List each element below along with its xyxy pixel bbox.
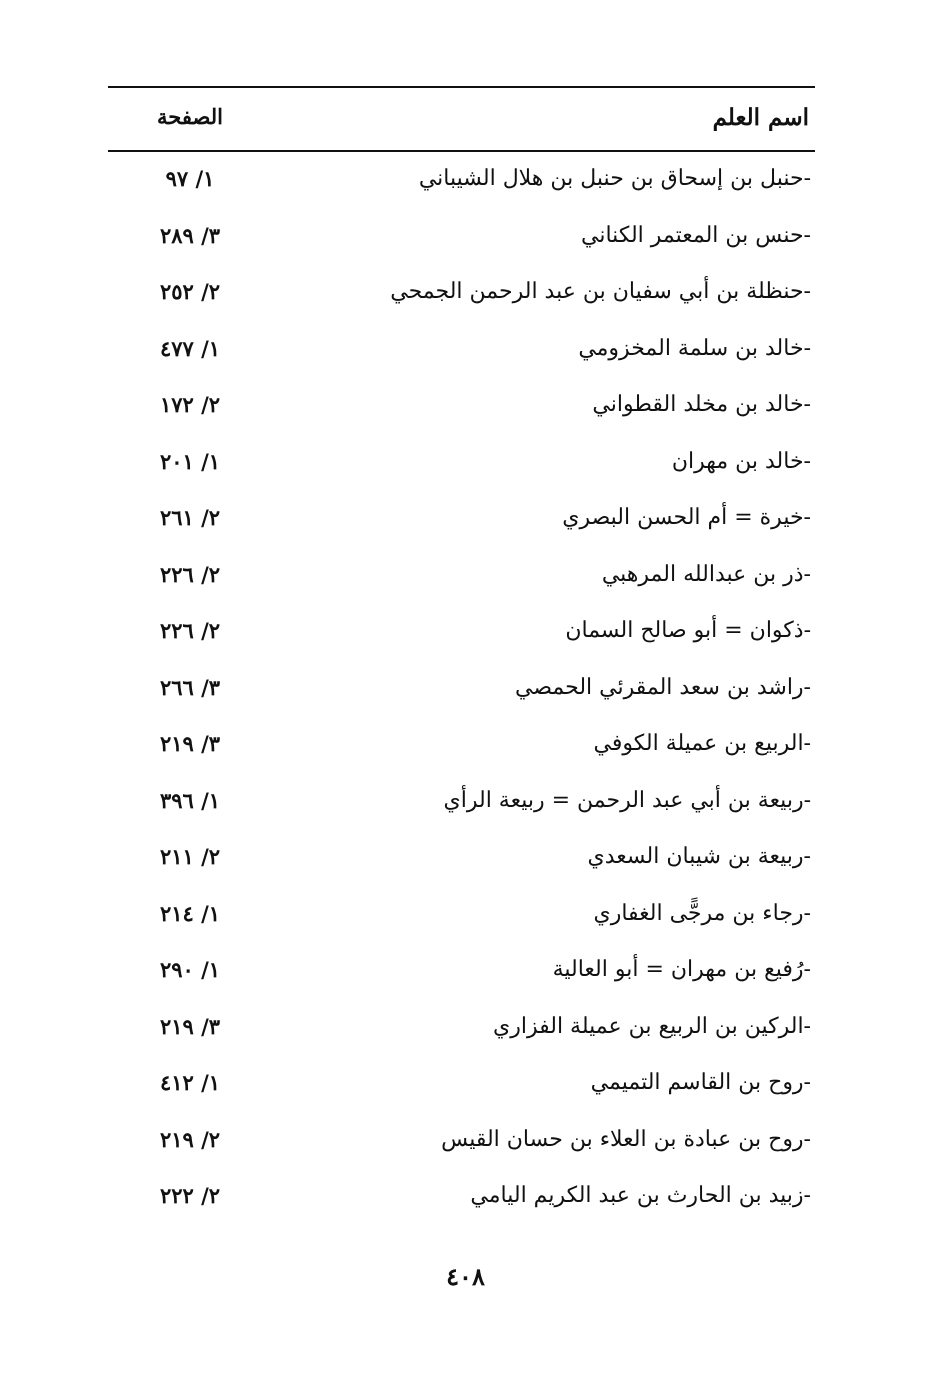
top-rule [108, 86, 815, 88]
header-rule [108, 150, 815, 152]
entry-name: -رجاء بن مرجًّى الغفاري [593, 901, 811, 926]
page-number: ٤٠٨ [446, 1262, 485, 1291]
entry-name: -ربيعة بن شيبان السعدي [587, 844, 811, 869]
entry-page: ٢/ ٢١٩ [159, 1127, 221, 1152]
entry-page: ٢/ ٢٢٢ [159, 1183, 221, 1208]
entry-name: -الربيع بن عميلة الكوفي [593, 731, 811, 756]
entry-name: -روح بن عبادة بن العلاء بن حسان القيس [441, 1127, 811, 1152]
entry-name: -الركين بن الربيع بن عميلة الفزاري [493, 1014, 811, 1039]
entry-name: -ربيعة بن أبي عبد الرحمن = ربيعة الرأي [443, 788, 811, 813]
entry-name: -رُفيع بن مهران = أبو العالية [552, 957, 811, 982]
entry-page: ٣/ ٢٦٦ [159, 675, 221, 700]
entry-page: ٢/ ٢١١ [159, 844, 221, 869]
entry-page: ١/ ٤٧٧ [159, 336, 221, 361]
entry-page: ٢/ ١٧٢ [159, 392, 221, 417]
entry-name: -خالد بن مخلد القطواني [592, 392, 811, 417]
entry-page: ٢/ ٢٢٦ [159, 618, 221, 643]
entry-name: -روح بن القاسم التميمي [590, 1070, 811, 1095]
entry-name: -ذكوان = أبو صالح السمان [565, 618, 811, 643]
entry-page: ٣/ ٢٨٩ [159, 223, 221, 248]
entry-page: ٣/ ٢١٩ [159, 731, 221, 756]
entry-page: ١/ ٢١٤ [159, 901, 221, 926]
entry-page: ١/ ٩٧ [165, 166, 215, 191]
entry-name: -حنبل بن إسحاق بن حنبل بن هلال الشيباني [418, 166, 811, 191]
column-header-name: اسم العلم [712, 104, 809, 131]
entry-page: ١/ ٤١٢ [159, 1070, 221, 1095]
entry-page: ١/ ٢٩٠ [159, 957, 221, 982]
entry-name: -حنظلة بن أبي سفيان بن عبد الرحمن الجمحي [390, 279, 811, 304]
entry-page: ٢/ ٢٥٢ [159, 279, 221, 304]
entry-page: ٢/ ٢٢٦ [159, 562, 221, 587]
entry-name: -ذر بن عبدالله المرهبي [601, 562, 811, 587]
entry-page: ٣/ ٢١٩ [159, 1014, 221, 1039]
entry-page: ٢/ ٢٦١ [159, 505, 221, 530]
entry-name: -حنس بن المعتمر الكناني [581, 223, 811, 248]
entry-page: ١/ ٣٩٦ [159, 788, 221, 813]
entry-name: -زبيد بن الحارث بن عبد الكريم اليامي [470, 1183, 811, 1208]
entry-name: -خالد بن مهران [671, 449, 811, 474]
entry-page: ١/ ٢٠١ [159, 449, 221, 474]
entry-name: -خيرة = أم الحسن البصري [562, 505, 811, 530]
entry-name: -خالد بن سلمة المخزومي [578, 336, 811, 361]
entry-name: -راشد بن سعد المقرئي الحمصي [514, 675, 811, 700]
column-header-page: الصفحة [157, 104, 223, 129]
